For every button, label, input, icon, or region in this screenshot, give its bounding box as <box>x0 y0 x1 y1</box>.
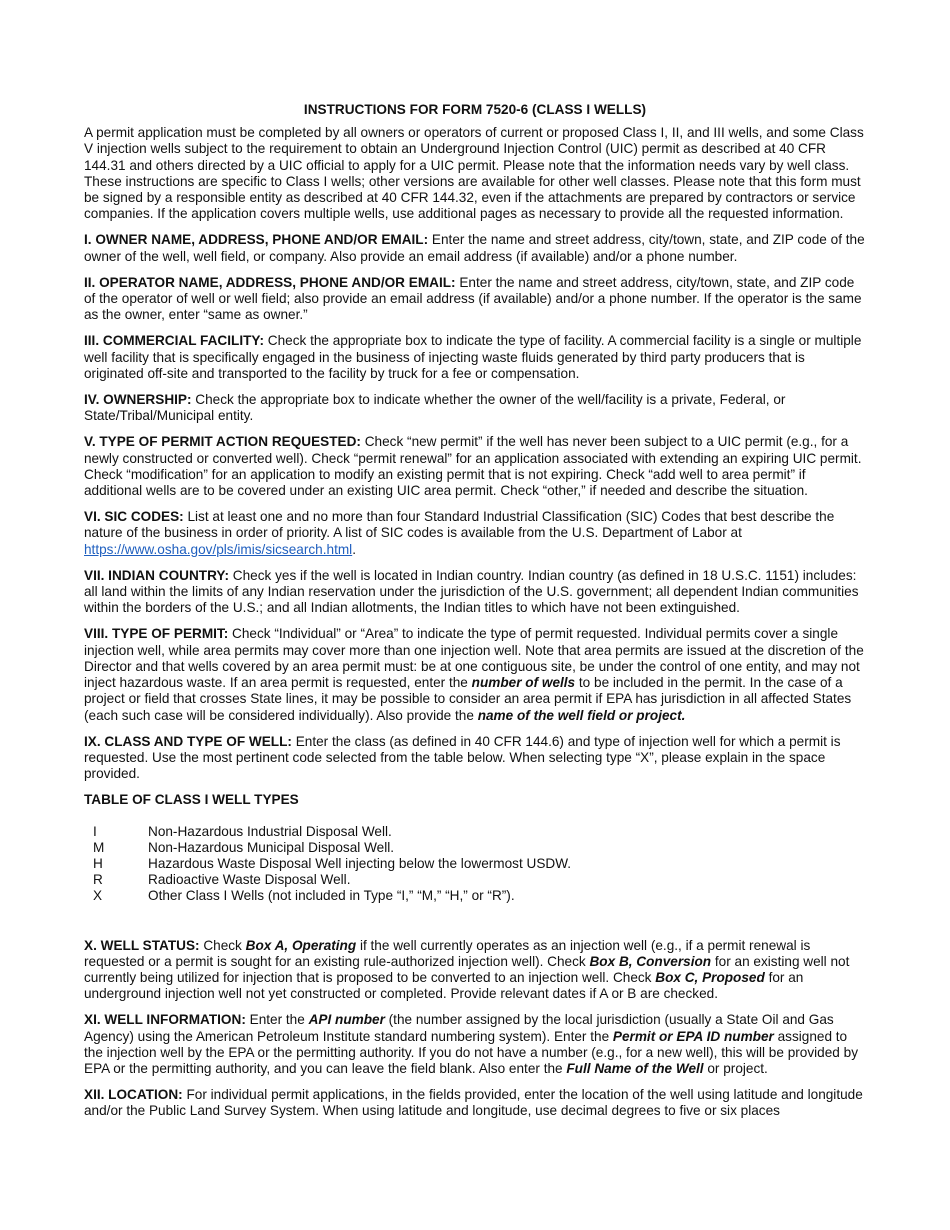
section-operator <box>84 275 866 324</box>
section-commercial-facility-heading: III. COMMERCIAL FACILITY: <box>84 333 264 349</box>
well-type-code: R <box>93 872 103 888</box>
section-class-type-heading: IX. CLASS AND TYPE OF WELL: <box>84 733 292 749</box>
section-permit-action-text: Check “new permit” if the well has never been subject to a UIC permit (e.g., for a newly constructed or converted well). Check “permit renewal” for an application associated with extending an expiring UIC permit. Check “modification” for an application to modify an existing permit that is not expiring. Check “add well to area permit” if additional wells are to be covered under an existing UIC area permit. Check “other,” if needed and describe the situation. <box>84 434 862 499</box>
section-location-text: For individual permit applications, in the fields provided, enter the location of the well using latitude and longitude and/or the Public Land Survey System. When using latitude and longitude, use decimal degrees to five or six places <box>84 1087 863 1119</box>
well-type-code: X <box>93 888 103 904</box>
section-well-status-text-1: Check <box>199 937 246 953</box>
section-well-information <box>84 1012 866 1077</box>
section-class-type <box>84 734 866 783</box>
intro-paragraph: A permit application must be completed by all owners or operators of current or proposed Class I, II, and III wells, and some Class V injection wells subject to the requirement to obtain an Underground Injection Control (UIC) permit as described at 40 CFR 144.31 and others directed by a UIC official to apply for a UIC permit. Please note that the information needs vary by well class. These instructions are specific to Class I wells; other versions are available for other well classes. Please note that this form must be signed by a responsible entity as described at 40 CFR 144.32, even if the attachments are prepared by contractors or service companies. If the application covers multiple wells, use additional pages as necessary to provide all the requested information. <box>84 125 864 222</box>
well-type-description: Hazardous Waste Disposal Well injecting below the lowermost USDW. <box>148 855 572 871</box>
section-well-information-text-1: Enter the <box>245 1012 309 1028</box>
section-well-status-text-2: if the well currently operates as an injection well (e.g., if a permit renewal is requested or a permit is sought for an existing rule-authorized injection well). Check <box>84 937 811 969</box>
well-type-code: I <box>93 823 97 839</box>
well-type-description: Non-Hazardous Municipal Disposal Well. <box>148 839 395 855</box>
section-ownership-heading: IV. OWNERSHIP: <box>84 392 192 408</box>
section-sic-codes-heading: VI. SIC CODES: <box>84 509 184 525</box>
section-permit-type-heading: VIII. TYPE OF PERMIT: <box>84 626 229 642</box>
section-owner-heading: I. OWNER NAME, ADDRESS, PHONE AND/OR EMAIL: <box>84 232 429 248</box>
table-row <box>93 872 866 888</box>
well-name-emphasis: Full Name of the Well <box>566 1060 704 1076</box>
section-well-status-heading: X. WELL STATUS: <box>84 937 200 953</box>
section-indian-country-text: Check yes if the well is located in Indian country. Indian country (as defined in 18 U.S.C. 1151) includes: all land within the limits of any Indian reservation under the jurisdiction of the U.S. government; all dependent Indian communities within the borders of the U.S.; and all Indian allotments, the Indian titles to which have not been extinguished. <box>84 567 859 616</box>
number-of-wells-emphasis: number of wells <box>471 675 576 691</box>
section-operator-heading: II. OPERATOR NAME, ADDRESS, PHONE AND/OR EMAIL: <box>84 274 456 290</box>
section-commercial-facility <box>84 333 866 382</box>
well-types-table-title: TABLE OF CLASS I WELL TYPES <box>84 792 299 808</box>
section-owner <box>84 232 866 264</box>
section-permit-type <box>84 626 866 723</box>
section-well-information-text-2: (the number assigned by the local jurisdiction (usually a State Oil and Gas Agency) using the American Petroleum Institute standard numbering system). Enter the <box>84 1012 834 1044</box>
section-operator-text: Enter the name and street address, city/town, state, and ZIP code of the operator of well or well field; also provide an email address (if available) and/or a phone number. If the operator is the same as the owner, enter “same as owner.” <box>84 274 862 323</box>
well-type-description: Other Class I Wells (not included in Type “I,” “M,” “H,” or “R”). <box>148 888 515 904</box>
section-class-type-text: Enter the class (as defined in 40 CFR 144.6) and type of injection well for which a permit is requested. Use the most pertinent code selected from the table below. When selecting type “X”, please explain in the space provided. <box>84 733 841 782</box>
table-row <box>93 856 866 872</box>
section-permit-type-text-2: to be included in the permit. In the case of a project or field that crosses State lines, it may be possible to consider an area permit if EPA has jurisdiction in all affected States (each such case will be considered individually). Also provide the <box>84 675 852 723</box>
section-permit-action <box>84 434 866 499</box>
section-well-status <box>84 938 866 1003</box>
section-sic-codes-end: . <box>352 541 356 557</box>
section-well-status-text-3: for an existing well not currently being utilized for injection that is proposed to be converted to an injection well. Check <box>84 953 850 985</box>
section-indian-country-heading: VII. INDIAN COUNTRY: <box>84 567 229 583</box>
section-sic-codes <box>84 509 866 558</box>
well-type-description: Non-Hazardous Industrial Disposal Well. <box>148 823 392 839</box>
table-row <box>93 824 866 840</box>
section-permit-action-heading: V. TYPE OF PERMIT ACTION REQUESTED: <box>84 434 361 450</box>
section-ownership-text: Check the appropriate box to indicate whether the owner of the well/facility is a private, Federal, or State/Tribal/Municipal entity. <box>84 392 786 424</box>
api-number-emphasis: API number <box>308 1012 385 1028</box>
well-type-code: M <box>93 839 105 855</box>
permit-id-emphasis: Permit or EPA ID number <box>612 1028 774 1044</box>
well-type-code: H <box>93 855 103 871</box>
section-permit-type-text-1: Check “Individual” or “Area” to indicate the type of permit requested. Individual permits cover a single injection well, while area permits may cover more than one injection well. Note that area permits are issued at the discretion of the Director and that wells covered by an area permit must: be at one contiguous site, be under the control of one entity, and may not inject hazardous waste. If an area permit is requested, enter the <box>84 626 864 691</box>
well-type-description: Radioactive Waste Disposal Well. <box>148 872 351 888</box>
sic-search-link[interactable]: https://www.osha.gov/pls/imis/sicsearch.html <box>84 541 353 557</box>
section-location <box>84 1087 866 1119</box>
well-field-name-emphasis: name of the well field or project. <box>477 707 686 723</box>
section-well-status-text-4: for an underground injection well not yet constructed or completed. Provide relevant dates if A or B are checked. <box>84 969 804 1002</box>
table-row <box>93 840 866 856</box>
section-owner-text: Enter the name and street address, city/town, state, and ZIP code of the owner of the well, well field, or company. Also provide an email address (if available) and/or a phone number. <box>84 232 865 264</box>
section-indian-country <box>84 568 866 617</box>
section-commercial-facility-text: Check the appropriate box to indicate the type of facility. A commercial facility is a single or multiple well facility that is specifically engaged in the business of injecting waste fluids generated by third party producers that is originated off-site and transported to the facility by truck for a fee or compensation. <box>84 333 862 381</box>
box-b-emphasis: Box B, Conversion <box>589 953 712 969</box>
section-sic-codes-text: List at least one and no more than four Standard Industrial Classification (SIC) Codes that best describe the nature of the business in order of priority. A list of SIC codes is available from the U.S. Department of Labor at <box>84 509 835 541</box>
document-title: INSTRUCTIONS FOR FORM 7520-6 (CLASS I WELLS) <box>303 102 647 117</box>
section-well-information-text-3: assigned to the injection well by the EPA or the permitting authority. If you do not have a number (e.g., for a new well), this will be provided by EPA or the permitting authority, and you can leave the field blank. Also enter the <box>84 1028 858 1076</box>
box-c-emphasis: Box C, Proposed <box>655 969 765 985</box>
section-well-information-text-4: or project. <box>703 1060 768 1076</box>
well-types-table <box>93 824 866 905</box>
box-a-emphasis: Box A, Operating <box>245 937 357 953</box>
section-ownership <box>84 392 866 424</box>
section-well-information-heading: XI. WELL INFORMATION: <box>84 1012 246 1028</box>
section-location-heading: XII. LOCATION: <box>84 1087 183 1103</box>
table-row <box>93 888 866 904</box>
